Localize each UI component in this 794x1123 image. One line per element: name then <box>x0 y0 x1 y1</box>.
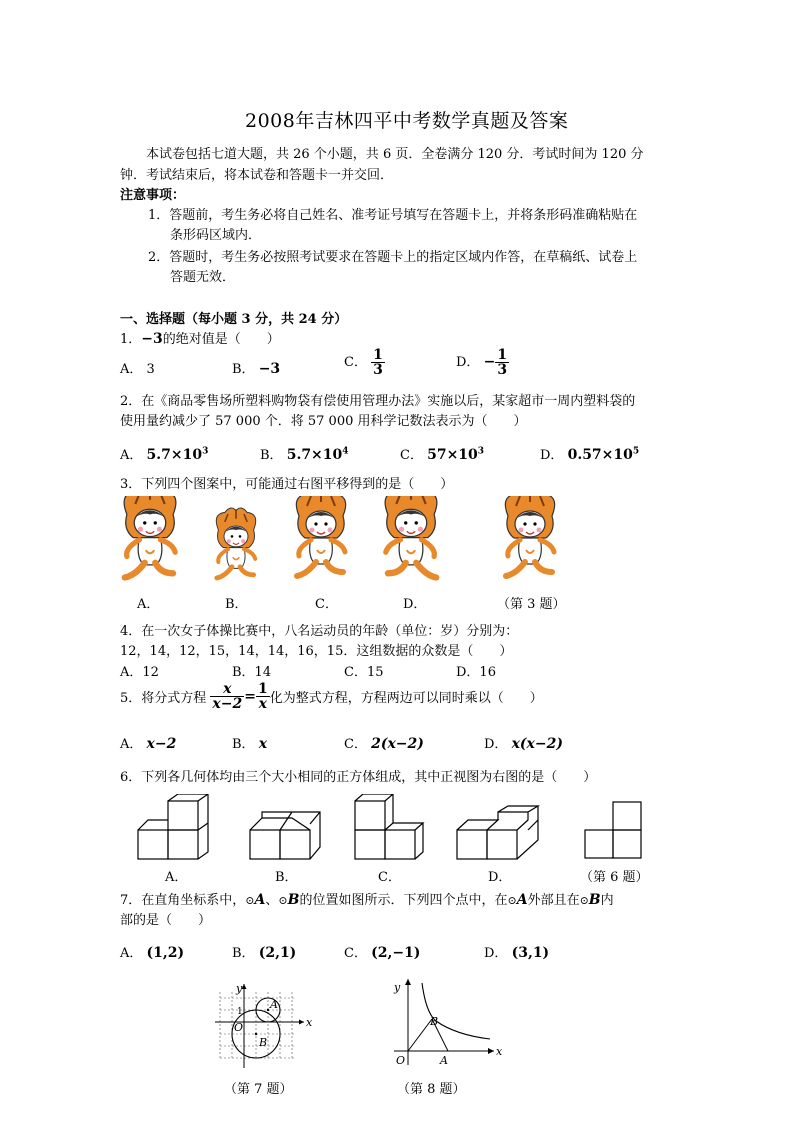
fig8-origin-label: O <box>396 1054 406 1067</box>
fig7-y-label: y <box>236 982 243 995</box>
q5-stem: 5．将分式方程 $\frac{x}{x-2}$ = $\frac{1}{x}$ 化为整式方程，方程两边可以同时乘以（ ） <box>120 681 543 712</box>
fig8-caption: （第 8 题） <box>397 1082 466 1097</box>
q4-stem-2: 12，14，12，15，14，14，16，15．这组数据的众数是（ ） <box>120 644 513 659</box>
page-title: 2008年吉林四平中考数学真题及答案 <box>245 110 569 132</box>
q3-caption-c: C． <box>315 597 338 612</box>
q7-option-d: D． (3,1) <box>484 945 550 961</box>
q4-option-b: B．14 <box>232 665 272 680</box>
q1-option-c: C． $\frac{1}{3}$ <box>344 347 383 378</box>
fig7-one-label: 1 <box>237 1007 243 1017</box>
intro-line-2: 钟．考试结束后，将本试卷和答题卡一并交回． <box>120 168 394 183</box>
circle-icon: ⊙ <box>507 894 517 907</box>
q1-expr: −3 <box>141 331 163 347</box>
q6-figure-b <box>250 812 320 859</box>
fig8-x-label: x <box>496 1045 503 1058</box>
notice-heading: 注意事项： <box>120 188 186 203</box>
q7-stem-2: 部的是（ ） <box>120 913 212 928</box>
mascot-d <box>385 496 437 578</box>
mascot-b <box>216 508 255 578</box>
section-heading: 一、选择题（每小题 3 分，共 24 分） <box>120 312 348 327</box>
q5-option-b: B． x <box>232 736 268 752</box>
q4-option-a: A．12 <box>120 665 159 680</box>
q4-option-c: C．15 <box>344 665 384 680</box>
q5-fraction-1: $\frac{x}{x-2}$ <box>212 681 243 712</box>
q3-stem: 3．下列四个图案中，可能通过右图平移得到的是（ ） <box>120 477 454 492</box>
q6-stem: 6．下列各几何体均由三个大小相同的正方体组成，其中正视图为右图的是（ ） <box>120 770 597 785</box>
fig7-origin-label: O <box>234 1021 244 1034</box>
mascot-c <box>296 496 345 576</box>
q6-figure-d <box>457 806 538 859</box>
figure-7 <box>212 980 312 1070</box>
q3-caption-a: A． <box>137 597 160 612</box>
q5-fraction-2: $\frac{1}{x}$ <box>257 681 268 712</box>
q2-option-d: D． $0.57\times 10^5$ <box>540 446 640 463</box>
q2-option-c: C． $57\times 10^3$ <box>400 446 485 463</box>
mascot-a <box>124 496 176 578</box>
q6-caption-a: A． <box>165 870 188 885</box>
q6-caption-c: C． <box>378 870 401 885</box>
q3-caption-ref: （第 3 题） <box>497 597 566 612</box>
q1-suffix: 的绝对值是（ ） <box>162 332 280 347</box>
intro-line-1: 本试卷包括七道大题，共 26 个小题，共 6 页．全卷满分 120 分．考试时间为 120 分 <box>146 147 644 162</box>
q3-caption-b: B． <box>225 597 248 612</box>
circle-icon: ⊙ <box>278 894 288 907</box>
q3-caption-d: D． <box>403 597 427 612</box>
q4-option-d: D．16 <box>456 665 496 680</box>
fig7-point-b: B <box>259 1036 268 1049</box>
q7-option-a: A． (1,2) <box>120 945 185 961</box>
q4-stem-1: 4．在一次女子体操比赛中，八名运动员的年龄（单位：岁）分别为： <box>120 624 519 639</box>
q2-stem-2: 使用量约减少了 57 000 个．将 57 000 用科学记数法表示为（ ） <box>120 414 527 429</box>
fig8-y-label: y <box>394 981 401 994</box>
q7-stem-1: 7．在直角坐标系中，⊙A、⊙B的位置如图所示．下列四个点中，在⊙A外部且在⊙B内 <box>120 892 614 908</box>
q1-prefix: 1． <box>120 332 142 347</box>
q3-mascot-figures <box>0 496 794 596</box>
notice-item-2a: 2．答题时，考生务必按照考试要求在答题卡上的指定区域内作答，在草稿纸、试卷上 <box>148 250 638 265</box>
q2-option-a: A． $5.7\times 10^3$ <box>120 446 209 463</box>
q6-figure-c <box>355 794 423 859</box>
notice-item-2b: 答题无效． <box>170 270 236 285</box>
q5-option-c: C． 2(x−2) <box>344 736 424 752</box>
notice-item-1a: 1．答题前，考生务必将自己姓名、准考证号填写在答题卡上，并将条形码准确粘贴在 <box>148 208 638 223</box>
q7-option-c: C． (2,−1) <box>344 945 421 961</box>
circle-icon: ⊙ <box>245 894 255 907</box>
q6-figure-a <box>138 794 208 859</box>
q7-option-b: B． (2,1) <box>232 945 297 961</box>
q6-caption-d: D． <box>488 870 512 885</box>
q6-caption-ref: （第 6 题） <box>580 870 649 885</box>
q2-option-b: B． $5.7\times 10^4$ <box>260 446 349 463</box>
circle-icon: ⊙ <box>579 894 589 907</box>
q6-cube-figures <box>0 794 794 864</box>
q6-reference-view <box>585 802 641 858</box>
q1-option-b: B． −3 <box>232 361 281 377</box>
q1-stem <box>120 328 280 347</box>
q5-option-a: A． x−2 <box>120 736 177 752</box>
q2-stem-1: 2．在《商品零售场所塑料购物袋有偿使用管理办法》实施以后，某家超市一周内塑料袋的 <box>120 394 636 409</box>
notice-item-1b: 条形码区域内． <box>170 228 262 243</box>
q1-option-d: D． − $\frac{1}{3}$ <box>456 347 508 378</box>
fig7-point-a: A <box>270 998 278 1011</box>
q6-caption-b: B． <box>275 870 298 885</box>
fig8-point-a: A <box>440 1054 448 1067</box>
figure-8 <box>386 973 506 1068</box>
mascot-reference <box>505 496 554 576</box>
fig8-point-b: B <box>430 1015 439 1028</box>
fig7-x-label: x <box>306 1016 312 1029</box>
q1-option-a: A． 3 <box>120 362 155 377</box>
q5-option-d: D． x(x−2) <box>484 736 563 752</box>
fig7-caption: （第 7 题） <box>224 1082 293 1097</box>
